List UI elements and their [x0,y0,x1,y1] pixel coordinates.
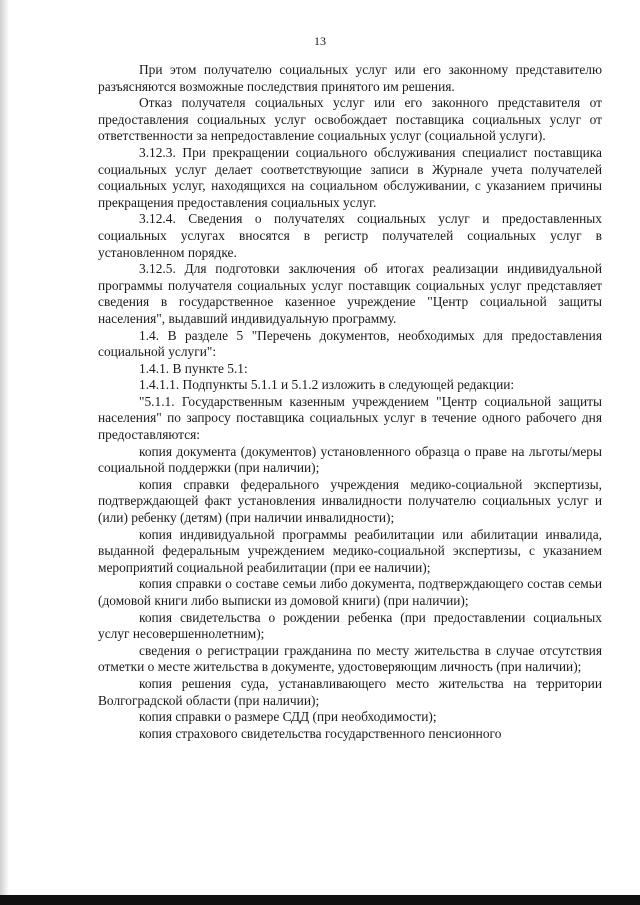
list-item: копия индивидуальной программы реабилитации или абилитации инвалида, выданной федеральным учреждением медико-социальной экспертизы, с указанием мероприятий социальной реабилитации (при ее наличии); [98,526,602,575]
list-item: копия справки федерального учреждения медико-социальной экспертизы, подтверждающей факт установления инвалидности получателю социальных услуг и (или) ребенку (детям) (при наличии инвалидности); [98,476,602,526]
paragraph: 1.4.1. В пункте 5.1: [139,360,248,376]
scan-edge-shadow [0,0,9,905]
paragraph: 3.12.3. При прекращении социального обслуживания специалист поставщика социальных услуг делает соответствующие записи в Журнале учета получателей социальных услуг, находящихся на социальном обслуживании, с указанием причины прекращения предоставления социальных услуг. [98,144,602,210]
list-item: копия решения суда, устанавливающего место жительства на территории Волгоградской области (при наличии); [98,675,602,708]
paragraph: При этом получателю социальных услуг или его законному представителю разъясняются возможные последствия принятого им решения. [98,62,602,94]
scan-bottom-edge [0,895,640,905]
paragraph: 1.4.1.1. Подпункты 5.1.1 и 5.1.2 изложить в следующей редакции: [139,377,515,393]
list-item: сведения о регистрации гражданина по месту жительства в случае отсутствия отметки о месте жительства в документе, удостоверяющим личность (при наличии); [98,642,602,675]
list-item: копия справки о составе семьи либо документа, подтверждающего состав семьи (домовой книги либо выписки из домовой книги) (при наличии); [98,576,602,608]
list-item: копия справки о размере СДД (при необходимости); [139,709,437,725]
paragraph: Отказ получателя социальных услуг или его законного представителя от предоставления социальных услуг освобождает поставщика социальных услуг от ответственности за непредоставление социальных услуг (социальной услуги). [98,95,602,144]
page-number: 13 [314,34,326,48]
paragraph: 1.4. В разделе 5 "Перечень документов, необходимых для предоставления социальной услуги": [98,327,602,360]
paragraph: 3.12.4. Сведения о получателях социальных услуг и предоставленных социальных услугах вносятся в регистр получателей социальных услуг в установленном порядке. [98,211,602,260]
paragraph: "5.1.1. Государственным казенным учреждением "Центр социальной защиты населения" по запросу поставщика социальных услуг в течение одного рабочего дня предоставляются: [98,393,602,443]
list-item: копия страхового свидетельства государственного пенсионного [139,725,502,741]
list-item: копия свидетельства о рождении ребенка (при предоставлении социальных услуг несовершеннолетним); [98,609,602,642]
document-body [98,62,602,742]
paragraph: 3.12.5. Для подготовки заключения об итогах реализации индивидуальной программы получателя социальных услуг поставщик социальных услуг представляет сведения в государственное казенное учреждение "Центр социальной защиты населения", выдавший индивидуальную программу. [98,261,602,326]
list-item: копия документа (документов) установленного образца о праве на льготы/меры социальной поддержки (при наличии); [98,443,602,476]
